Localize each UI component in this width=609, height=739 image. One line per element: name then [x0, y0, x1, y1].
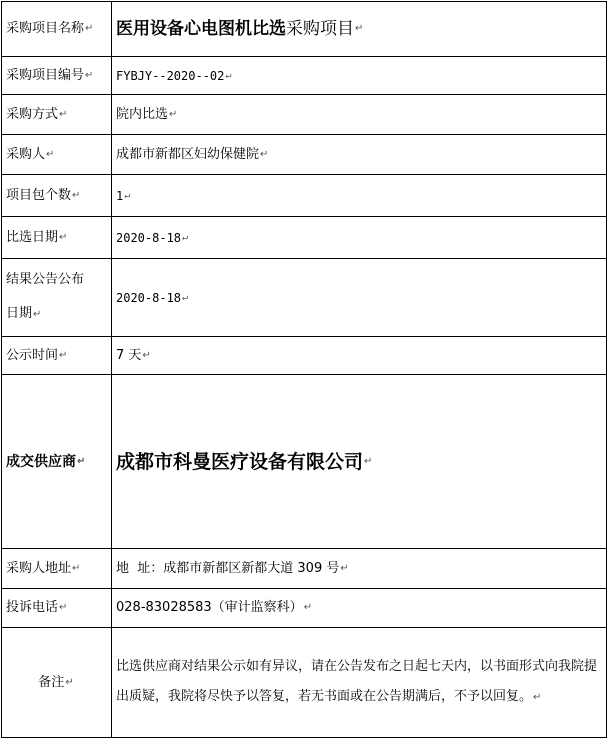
value-winning-supplier: 成都市科曼医疗设备有限公司 ↵ [116, 450, 373, 473]
value-comparison-date: 2020-8-18 ↵ [116, 230, 189, 245]
table-border [606, 1, 607, 737]
value-complaint-phone: 028-83028583（审计监察科） ↵ [116, 600, 313, 615]
column-divider [111, 1, 112, 737]
label-project-name: 采购项目名称 ↵ [6, 21, 94, 36]
label-purchaser-address: 采购人地址 ↵ [6, 560, 81, 576]
label-winning-supplier: 成交供应商 ↵ [6, 453, 86, 470]
value-package-count: 1 ↵ [116, 188, 131, 203]
label-result-announcement-date: 结果公告公布 日期↵ [6, 272, 85, 321]
label-comparison-date: 比选日期 ↵ [6, 229, 68, 245]
label-project-number: 采购项目编号 ↵ [6, 67, 94, 83]
value-project-number: FYBJY--2020--02 ↵ [116, 68, 232, 83]
label-purchaser: 采购人 ↵ [6, 146, 55, 162]
label-publicity-period: 公示时间 ↵ [6, 347, 68, 363]
label-package-count: 项目包个数 ↵ [6, 187, 81, 203]
value-project-name: 医用设备心电图机比选 采购项目 ↵ [116, 19, 364, 39]
value-result-announcement-date: 2020-8-18 ↵ [116, 290, 189, 305]
value-publicity-period: 7 天 ↵ [116, 347, 151, 363]
value-purchaser: 成都市新都区妇幼保健院 ↵ [116, 146, 269, 162]
value-purchaser-address: 地 址：成都市新都区新都大道 309 号 ↵ [116, 560, 349, 576]
label-procurement-method: 采购方式 ↵ [6, 106, 68, 122]
table-border [1, 737, 607, 738]
value-procurement-method: 院内比选 ↵ [116, 106, 178, 122]
label-remarks: 备注 ↵ [38, 674, 74, 690]
value-remarks: 比选供应商对结果公示如有异议，请在公告发布之日起七天内，以书面形式向我院提出质疑，我院将尽快予以答复，若无书面或在公告期满后，不予以回复。↵ [116, 659, 598, 704]
label-complaint-phone: 投诉电话 ↵ [6, 600, 68, 615]
table-border [1, 1, 2, 737]
